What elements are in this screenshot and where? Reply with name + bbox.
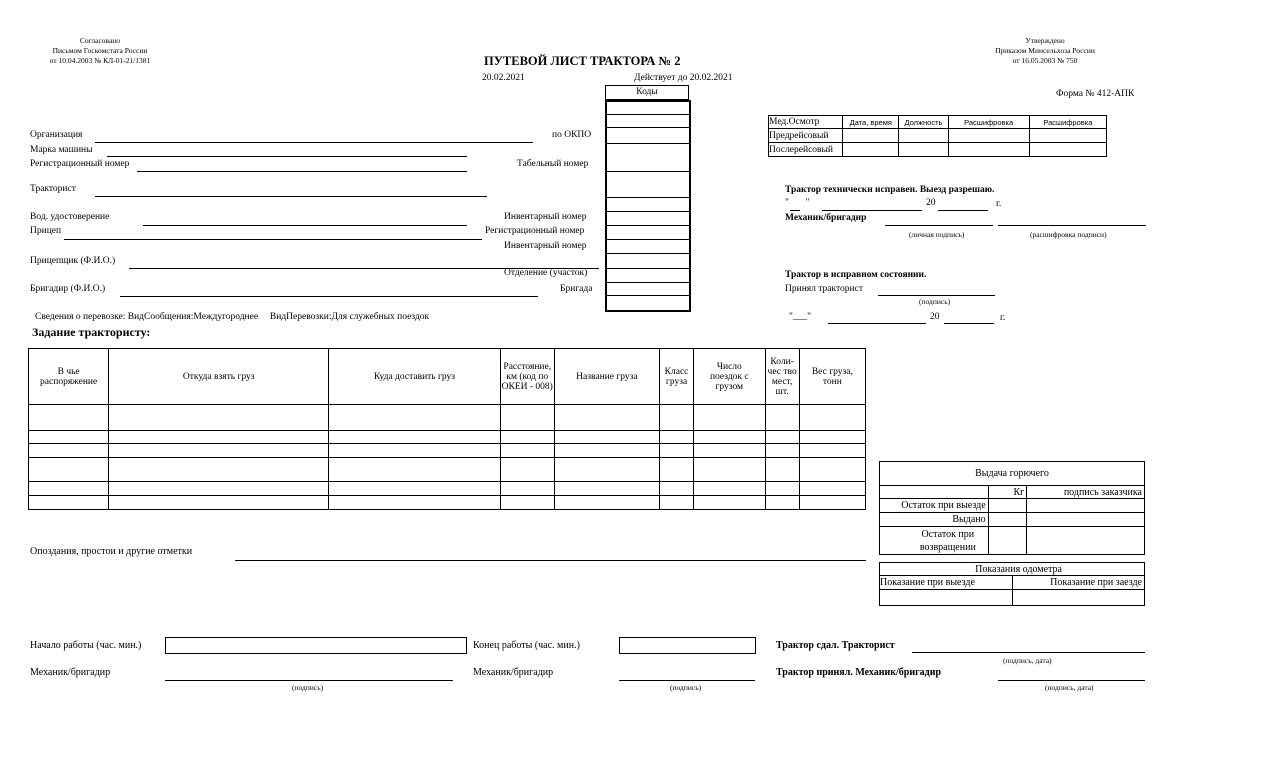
codes-label: Коды [636, 87, 658, 97]
year-suffix-1: г. [996, 199, 1002, 209]
task-cell[interactable] [29, 458, 109, 482]
codes-divider [607, 253, 689, 254]
mechanic-sign-field-1[interactable] [165, 680, 453, 681]
table-row [29, 458, 866, 482]
med-row-label: Послерейсовый [769, 143, 843, 157]
med-header-cell: Мед.Осмотр [769, 116, 843, 129]
okpo-label: по ОКПО [552, 130, 592, 140]
sign-date-caption-2: (подпись, дата) [1045, 683, 1094, 692]
task-cell[interactable] [29, 444, 109, 458]
valid-until: Действует до 20.02.2021 [634, 73, 733, 83]
year-field-2[interactable] [944, 323, 994, 324]
task-cell[interactable] [660, 496, 694, 510]
codes-divider [607, 239, 689, 240]
trailer-inventory-number-label: Инвентарный номер [504, 241, 587, 251]
end-work-input[interactable] [619, 637, 756, 654]
agreed-line-1: Согласовано [79, 36, 121, 45]
sign-caption-2: (подпись) [670, 683, 702, 692]
fuel-cell[interactable] [988, 513, 1027, 527]
task-cell[interactable] [799, 405, 865, 431]
med-row-label: Предрейсовый [769, 129, 843, 143]
task-cell[interactable] [29, 496, 109, 510]
start-work-label: Начало работы (час. мин.) [30, 640, 142, 651]
codes-divider [607, 268, 689, 269]
med-cell[interactable] [948, 143, 1029, 157]
tractor-driver-field[interactable] [95, 196, 487, 197]
task-cell[interactable] [109, 482, 329, 496]
machine-brand-field[interactable] [107, 156, 467, 157]
accepted-driver-label: Принял тракторист [785, 284, 863, 294]
odo-in-label: Показание при заезде [1013, 576, 1145, 590]
odometer-table [879, 562, 1145, 606]
task-cell[interactable] [554, 496, 659, 510]
task-col-header: Вес груза, тонн [799, 349, 865, 405]
task-cell[interactable] [694, 431, 766, 444]
med-cell[interactable] [1029, 129, 1106, 143]
codes-divider [607, 171, 689, 172]
table-row [29, 431, 866, 444]
fuel-table [879, 461, 1145, 555]
task-cell[interactable] [799, 431, 865, 444]
task-cell[interactable] [660, 444, 694, 458]
personal-sign-caption: (личная подпись) [909, 230, 965, 239]
task-col-header: Куда доставить груз [329, 349, 501, 405]
fuel-title: Выдача горючего [880, 462, 1145, 486]
handed-sign-field[interactable] [912, 652, 1145, 653]
odo-out-value[interactable] [880, 590, 1013, 606]
task-col-header: Коли-чес тво мест, шт. [765, 349, 799, 405]
task-cell[interactable] [554, 482, 659, 496]
inspection-title-2: Трактор в исправном состоянии. [785, 270, 927, 280]
task-cell[interactable] [694, 405, 766, 431]
mechanic-label-2: Механик/бригадир [473, 667, 554, 678]
codes-divider [607, 127, 689, 128]
codes-divider [607, 211, 689, 212]
task-cell[interactable] [109, 444, 329, 458]
med-header-cell: Расшифровка [948, 116, 1029, 129]
fuel-cell [880, 486, 989, 499]
month-field-1[interactable] [822, 210, 922, 211]
mechanic-label: Механик/бригадир [785, 213, 867, 223]
fuel-sign-header: подпись заказчика [1027, 486, 1145, 499]
foreman-field[interactable] [120, 296, 538, 297]
task-cell[interactable] [554, 458, 659, 482]
sign-decode-caption: (расшифровка подписи) [1030, 230, 1107, 239]
mechanic-sign-field-2[interactable] [619, 680, 755, 681]
date-quote-2: "___" [789, 312, 812, 322]
sign-caption: (подпись) [919, 297, 951, 306]
fuel-row-label: Остаток при возвращении [880, 527, 989, 555]
task-cell[interactable] [500, 458, 554, 482]
task-table [28, 348, 866, 510]
task-col-header: Расстояние, км (код по ОКЕИ - 008) [500, 349, 554, 405]
task-cell[interactable] [765, 458, 799, 482]
med-cell[interactable] [899, 129, 948, 143]
reg-number-label: Регистрационный номер [30, 159, 130, 169]
task-col-header: В чье распоряжение [29, 349, 109, 405]
task-cell[interactable] [765, 405, 799, 431]
table-row [29, 482, 866, 496]
codes-divider [607, 143, 689, 144]
year-prefix-2: 20 [930, 312, 940, 322]
trailer-label: Прицеп [30, 226, 62, 236]
agreed-line-2: Письмом Госкомстата России [52, 46, 148, 55]
fuel-cell[interactable] [988, 499, 1027, 513]
reg-number-field[interactable] [137, 171, 467, 172]
approved-line-1: Утверждено [1025, 36, 1065, 45]
task-cell[interactable] [109, 458, 329, 482]
approved-line-3: от 16.05.2003 № 750 [1012, 56, 1078, 65]
mechanic-label-1: Механик/бригадир [30, 667, 111, 678]
task-col-header: Откуда взять груз [109, 349, 329, 405]
task-col-header: Число поездок с грузом [694, 349, 766, 405]
approved-block [975, 36, 1115, 66]
day-field-1[interactable] [790, 210, 800, 211]
brigade-label: Бригада [560, 284, 593, 294]
task-cell[interactable] [765, 482, 799, 496]
odo-in-value[interactable] [1013, 590, 1145, 606]
task-cell[interactable] [109, 496, 329, 510]
agreed-line-3: от 10.04.2003 № КЛ-01-21/1381 [49, 56, 151, 65]
task-cell[interactable] [500, 444, 554, 458]
year-prefix-1: 20 [926, 198, 936, 208]
license-field[interactable] [143, 225, 467, 226]
task-cell[interactable] [799, 444, 865, 458]
fuel-row-label: Остаток при выезде [880, 499, 989, 513]
task-cell[interactable] [554, 431, 659, 444]
table-row [29, 496, 866, 510]
task-cell[interactable] [554, 444, 659, 458]
task-col-header: Класс груза [660, 349, 694, 405]
task-cell[interactable] [29, 482, 109, 496]
task-cell[interactable] [694, 496, 766, 510]
task-cell[interactable] [694, 444, 766, 458]
task-cell[interactable] [660, 482, 694, 496]
med-cell[interactable] [843, 143, 899, 157]
trailer-reg-number-label: Регистрационный номер [485, 226, 585, 236]
task-cell[interactable] [329, 444, 501, 458]
medical-table [768, 115, 1107, 157]
table-row [29, 444, 866, 458]
task-cell[interactable] [799, 482, 865, 496]
accepted-sign-field[interactable] [998, 680, 1145, 681]
task-cell[interactable] [694, 458, 766, 482]
fuel-cell[interactable] [988, 527, 1027, 555]
accepted-label: Трактор принял. Механик/бригадир [776, 667, 942, 678]
med-cell[interactable] [948, 129, 1029, 143]
agreed-block [30, 36, 170, 66]
task-title: Задание трактористу: [32, 325, 151, 339]
doc-date: 20.02.2021 [482, 73, 525, 83]
fuel-cell[interactable] [1027, 527, 1145, 555]
license-label: Вод. удостоверение [30, 212, 110, 222]
start-work-input[interactable] [165, 637, 467, 654]
task-cell[interactable] [109, 405, 329, 431]
codes-column [605, 100, 691, 312]
year-field-1[interactable] [938, 210, 988, 211]
foreman-label: Бригадир (Ф.И.О.) [30, 284, 106, 294]
task-cell[interactable] [500, 431, 554, 444]
task-cell[interactable] [500, 496, 554, 510]
codes-divider [607, 295, 689, 296]
codes-divider [607, 114, 689, 115]
task-cell[interactable] [799, 458, 865, 482]
task-cell[interactable] [660, 458, 694, 482]
year-suffix-2: г. [1000, 313, 1006, 323]
task-cell[interactable] [765, 496, 799, 510]
med-cell[interactable] [843, 129, 899, 143]
task-cell[interactable] [29, 405, 109, 431]
end-work-label: Конец работы (час. мин.) [473, 640, 580, 651]
mechanic-decode-field[interactable] [998, 225, 1146, 226]
codes-divider [607, 225, 689, 226]
task-cell[interactable] [500, 482, 554, 496]
task-cell[interactable] [765, 444, 799, 458]
task-cell[interactable] [660, 431, 694, 444]
handed-label: Трактор сдал. Тракторист [776, 640, 895, 651]
date-quote-1: " " [785, 198, 810, 208]
task-cell[interactable] [765, 431, 799, 444]
med-header-cell: Дата, время [843, 116, 899, 129]
tab-number-label: Табельный номер [517, 159, 589, 169]
codes-divider [607, 282, 689, 283]
inspection-title-1: Трактор технически исправен. Выезд разрешаю. [785, 185, 995, 195]
odometer-title: Показания одометра [880, 563, 1145, 576]
med-cell[interactable] [1029, 143, 1106, 157]
task-col-header: Название груза [554, 349, 659, 405]
inventory-number-label: Инвентарный номер [504, 212, 587, 222]
task-cell[interactable] [660, 405, 694, 431]
mechanic-sign-field[interactable] [885, 225, 993, 226]
task-cell[interactable] [554, 405, 659, 431]
trailer-operator-label: Прицепщик (Ф.И.О.) [30, 256, 116, 266]
sign-caption-1: (подпись) [292, 683, 324, 692]
codes-divider [607, 197, 689, 198]
approved-line-2: Приказом Минсельхоза России [995, 46, 1095, 55]
task-cell[interactable] [329, 496, 501, 510]
fuel-cell[interactable] [1027, 499, 1145, 513]
trailer-field[interactable] [64, 239, 482, 240]
organization-field[interactable] [95, 142, 533, 143]
department-label: Отделение (участок) [504, 268, 588, 278]
med-header-cell: Расшифровка [1029, 116, 1106, 129]
delays-field[interactable] [235, 560, 866, 561]
odo-out-label: Показание при выезде [880, 576, 1013, 590]
task-cell[interactable] [329, 431, 501, 444]
task-cell[interactable] [329, 405, 501, 431]
task-cell[interactable] [329, 482, 501, 496]
fuel-row-label: Выдано [880, 513, 989, 527]
table-row [29, 405, 866, 431]
form-number: Форма № 412-АПК [1056, 89, 1135, 99]
sign-date-caption-1: (подпись, дата) [1003, 656, 1052, 665]
fuel-kg-header: Кг [988, 486, 1027, 499]
accepted-driver-sign-field[interactable] [878, 295, 995, 296]
tractor-driver-label: Тракторист [30, 184, 76, 194]
fuel-cell[interactable] [1027, 513, 1145, 527]
task-cell[interactable] [329, 458, 501, 482]
task-cell[interactable] [694, 482, 766, 496]
machine-brand-label: Марка машины [30, 145, 93, 155]
delays-label: Опоздания, простои и другие отметки [30, 546, 193, 557]
med-header-cell: Должность [899, 116, 948, 129]
organization-label: Организация [30, 130, 83, 140]
month-field-2[interactable] [828, 323, 926, 324]
task-cell[interactable] [29, 431, 109, 444]
page-title: ПУТЕВОЙ ЛИСТ ТРАКТОРА № 2 [484, 54, 681, 68]
med-cell[interactable] [899, 143, 948, 157]
task-cell[interactable] [500, 405, 554, 431]
codes-header [605, 85, 689, 100]
transport-info: Сведения о перевозке: ВидСообщения:Междугороднее ВидПеревозки:Для служебных поездок [35, 312, 430, 322]
task-cell[interactable] [109, 431, 329, 444]
task-cell[interactable] [799, 496, 865, 510]
